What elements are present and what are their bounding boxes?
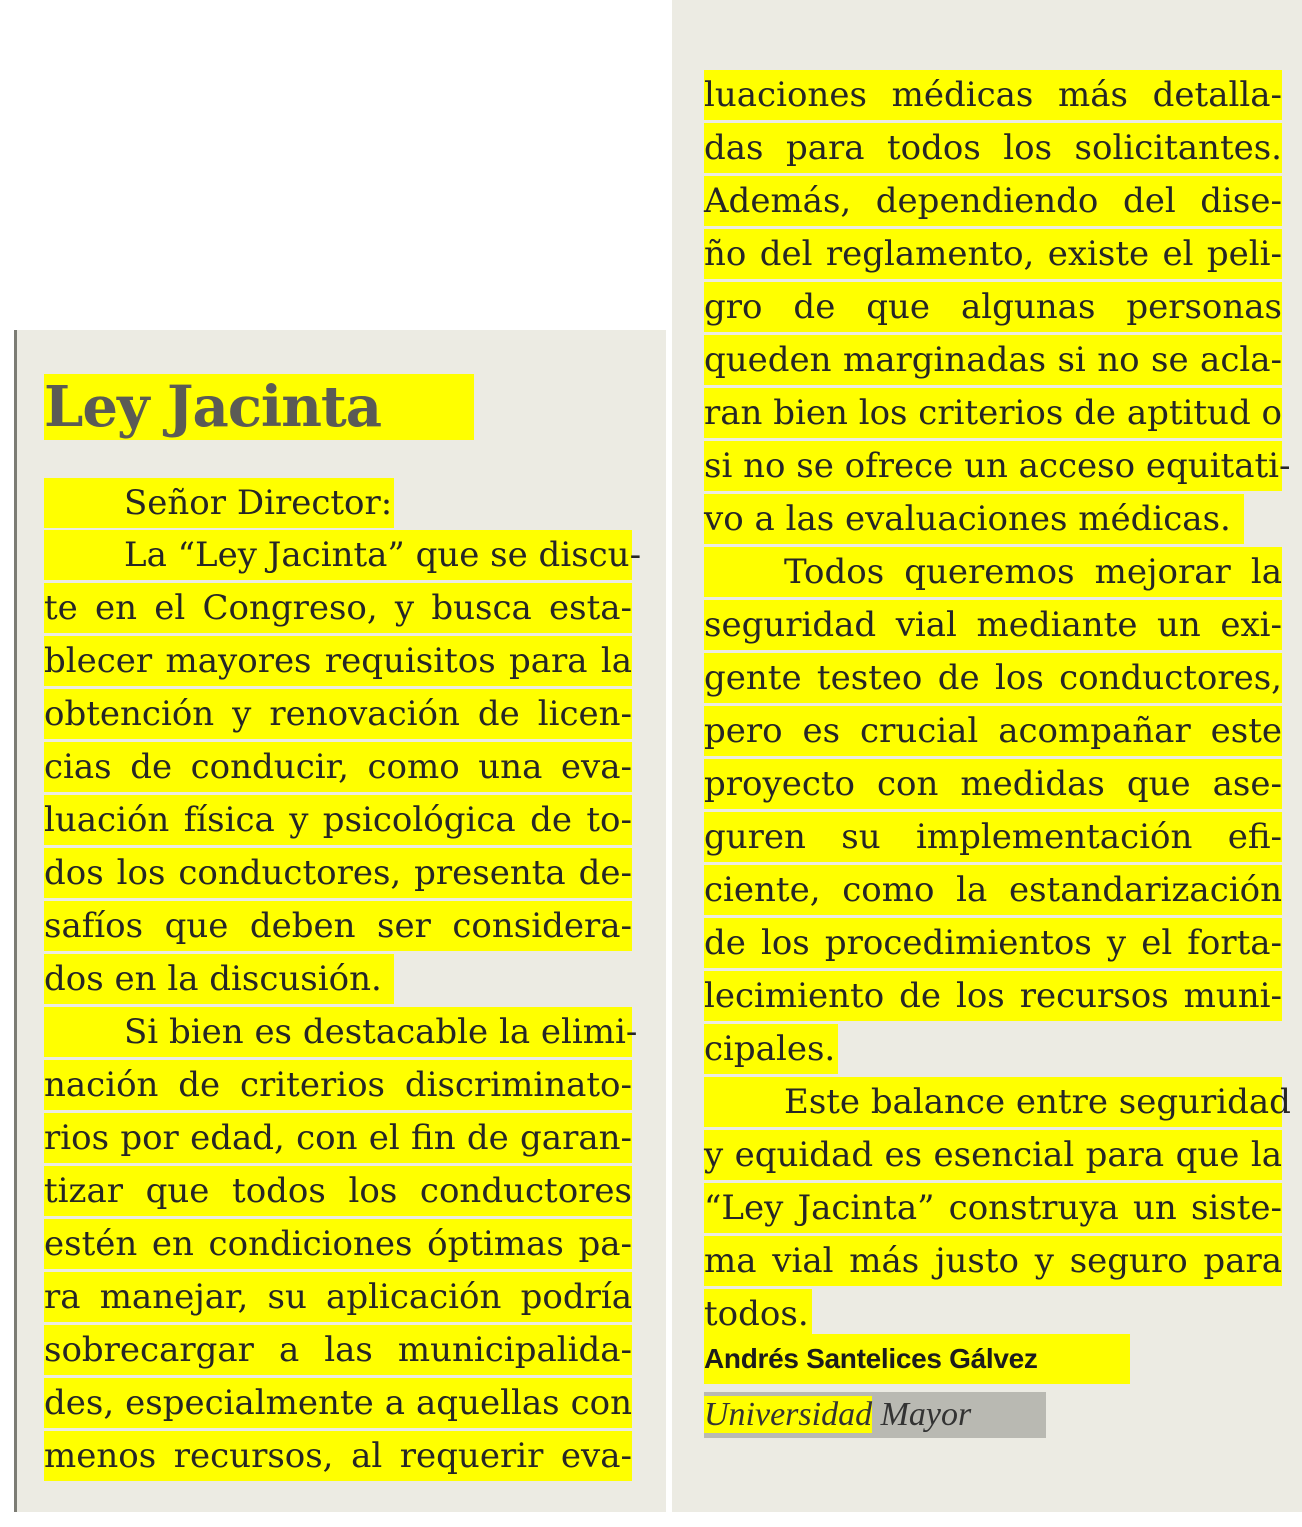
right-line: “Ley Jacinta” construya un siste- [704,1183,1282,1233]
right-line: Este balance entre seguridad [704,1077,1282,1127]
right-line: proyecto con medidas que ase- [704,759,1282,809]
right-line: todos. [704,1289,812,1339]
left-line: rios por edad, con el fin de garan- [44,1113,632,1163]
left-line: nación de criterios discriminato- [44,1060,632,1110]
left-line: menos recursos, al requerir eva- [44,1431,632,1481]
left-line: safíos que deben ser considera- [44,901,632,951]
headline: Ley Jacinta [44,374,474,440]
right-line: ma vial más justo y seguro para [704,1236,1282,1286]
right-line: vo a las evaluaciones médicas. [704,494,1244,544]
author-name: Andrés Santelices Gálvez [704,1334,1130,1384]
right-line: pero es crucial acompañar este [704,706,1282,756]
left-line: des, especialmente a aquellas con [44,1378,632,1428]
right-line: luaciones médicas más detalla- [704,70,1282,120]
left-line: cias de conducir, como una eva- [44,742,632,792]
affiliation [704,1392,1046,1438]
affiliation-part1: Universidad [704,1396,873,1433]
left-line: blecer mayores requisitos para la [44,636,632,686]
left-line: tizar que todos los conductores [44,1166,632,1216]
left-line: estén en condiciones óptimas pa- [44,1219,632,1269]
right-line: guren su implementación efi- [704,812,1282,862]
left-line: luación física y psicológica de to- [44,795,632,845]
right-line: de los procedimientos y el forta- [704,918,1282,968]
right-line: das para todos los solicitantes. [704,123,1282,173]
left-line: te en el Congreso, y busca esta- [44,583,632,633]
left-line: ra manejar, su aplicación podría [44,1272,632,1322]
salutation: Señor Director: [44,478,394,528]
left-line: dos los conductores, presenta de- [44,848,632,898]
right-line: ño del reglamento, existe el peli- [704,229,1282,279]
right-line: si no se ofrece un acceso equitati- [704,441,1282,491]
left-line: obtención y renovación de licen- [44,689,632,739]
left-line: La “Ley Jacinta” que se discu- [44,530,632,580]
right-line: cipales. [704,1024,838,1074]
affiliation-part2: Mayor [872,1396,972,1433]
left-line: sobrecargar a las municipalida- [44,1325,632,1375]
right-line: Además, dependiendo del dise- [704,176,1282,226]
right-line: seguridad vial mediante un exi- [704,600,1282,650]
left-line: Si bien es destacable la elimi- [44,1007,632,1057]
right-line: Todos queremos mejorar la [704,547,1282,597]
right-line: queden marginadas si no se acla- [704,335,1282,385]
right-line: lecimiento de los recursos muni- [704,971,1282,1021]
right-line: y equidad es esencial para que la [704,1130,1282,1180]
left-line: dos en la discusión. [44,954,394,1004]
right-line: gro de que algunas personas [704,282,1282,332]
right-line: ran bien los criterios de aptitud o [704,388,1282,438]
right-line: ciente, como la estandarización [704,865,1282,915]
right-line: gente testeo de los conductores, [704,653,1282,703]
